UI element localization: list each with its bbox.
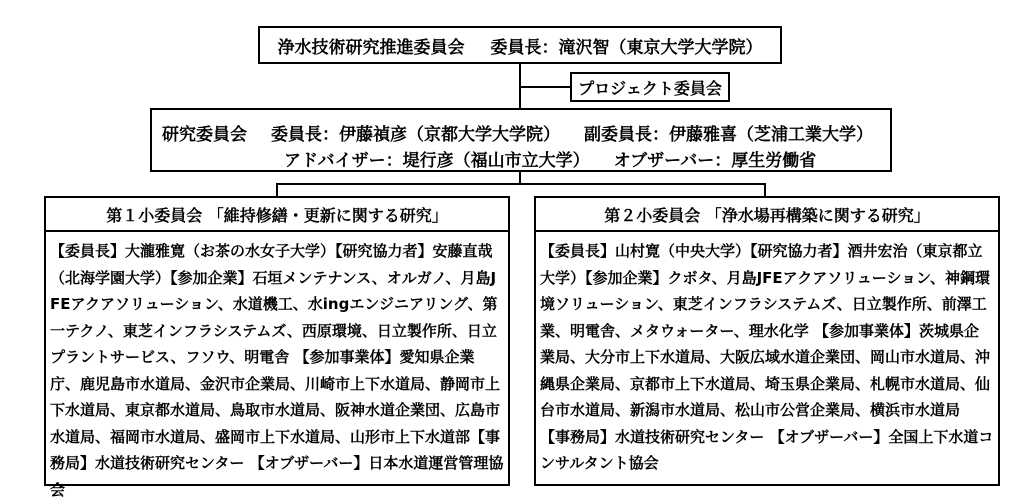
connector-sub1-vertical [276, 183, 278, 197]
research-committee-chair: 委員長：伊藤禎彦（京都大学大学院） [271, 125, 560, 145]
top-committee-chair: 委員長：滝沢智（東京大学大学院） [490, 37, 763, 58]
subcommittee1-title-box [44, 196, 510, 232]
research-committee-box [150, 108, 892, 172]
project-committee-box [570, 72, 730, 102]
connector-project-horizontal [520, 86, 570, 88]
subcommittee2-title-box [534, 196, 1000, 232]
research-committee-row2 [284, 146, 816, 171]
subcommittee1-title: 第１小委員会 「維持修繕・更新に関する研究」 [106, 205, 448, 225]
research-committee-vice-chair: 副委員長：伊藤雅喜（芝浦工業大学） [584, 125, 873, 145]
research-committee-observer: オブザーバー：厚生労働省 [613, 151, 817, 171]
top-committee-name: 浄水技術研究推進委員会 [277, 37, 465, 58]
subcommittee2-body: 【委員長】山村寛（中央大学）【研究協力者】酒井宏治（東京都立大学）【参加企業】クボタ、月島JFEアクアソリューション、神鋼環境ソリューション、東芝インフラシステムズ、日立製作所、前澤工業、明電舎、メタウォーター、理水化学 【参加事業体】茨城県企業局、大分市上下水道局、大阪広域水道企業団、岡山市水道局、沖縄県企業局、京都市上下水道局、埼玉県企業局、札幌市水道局、仙台市水道局、新潟市水道局、松山市公営企業局、横浜市水道局 【事務局】水道技術研究センター 【オブザーバー】全国上下水道コンサルタント協会 [534, 230, 1000, 486]
project-committee-label: プロジェクト委員会 [578, 78, 722, 98]
connector-sub2-vertical [764, 183, 766, 197]
research-committee-name: 研究委員会 [162, 125, 247, 145]
connector-branch-horizontal [276, 183, 766, 185]
subcommittee2-title: 第２小委員会 「浄水場再構築に関する研究」 [604, 205, 930, 225]
research-committee-advisor: アドバイザー：堤行彦（福山市立大学） [284, 151, 590, 171]
subcommittee1-body: 【委員長】大瀧雅寛（お茶の水女子大学）【研究協力者】安藤直哉（北海学園大学）【参加企業】石垣メンテナンス、オルガノ、月島JFEアクアソリューション、水道機工、水ingエンジニアリング、第一テクノ、東芝インフラシステムズ、西原環境、日立製作所、日立プラントサービス、フソウ、明電舎 【参加事業体】愛知県企業庁、鹿児島市水道局、金沢市企業局、川崎市上下水道局、静岡市上下水道局、東京都水道局、鳥取市水道局、阪神水道企業団、広島市水道局、福岡市水道局、盛岡市上下水道局、山形市上下水道部【事務局】水道技術研究センター 【オブザーバー】日本水道運営管理協会 [44, 230, 510, 486]
research-committee-row1 [162, 120, 873, 145]
top-committee-box [258, 26, 782, 64]
